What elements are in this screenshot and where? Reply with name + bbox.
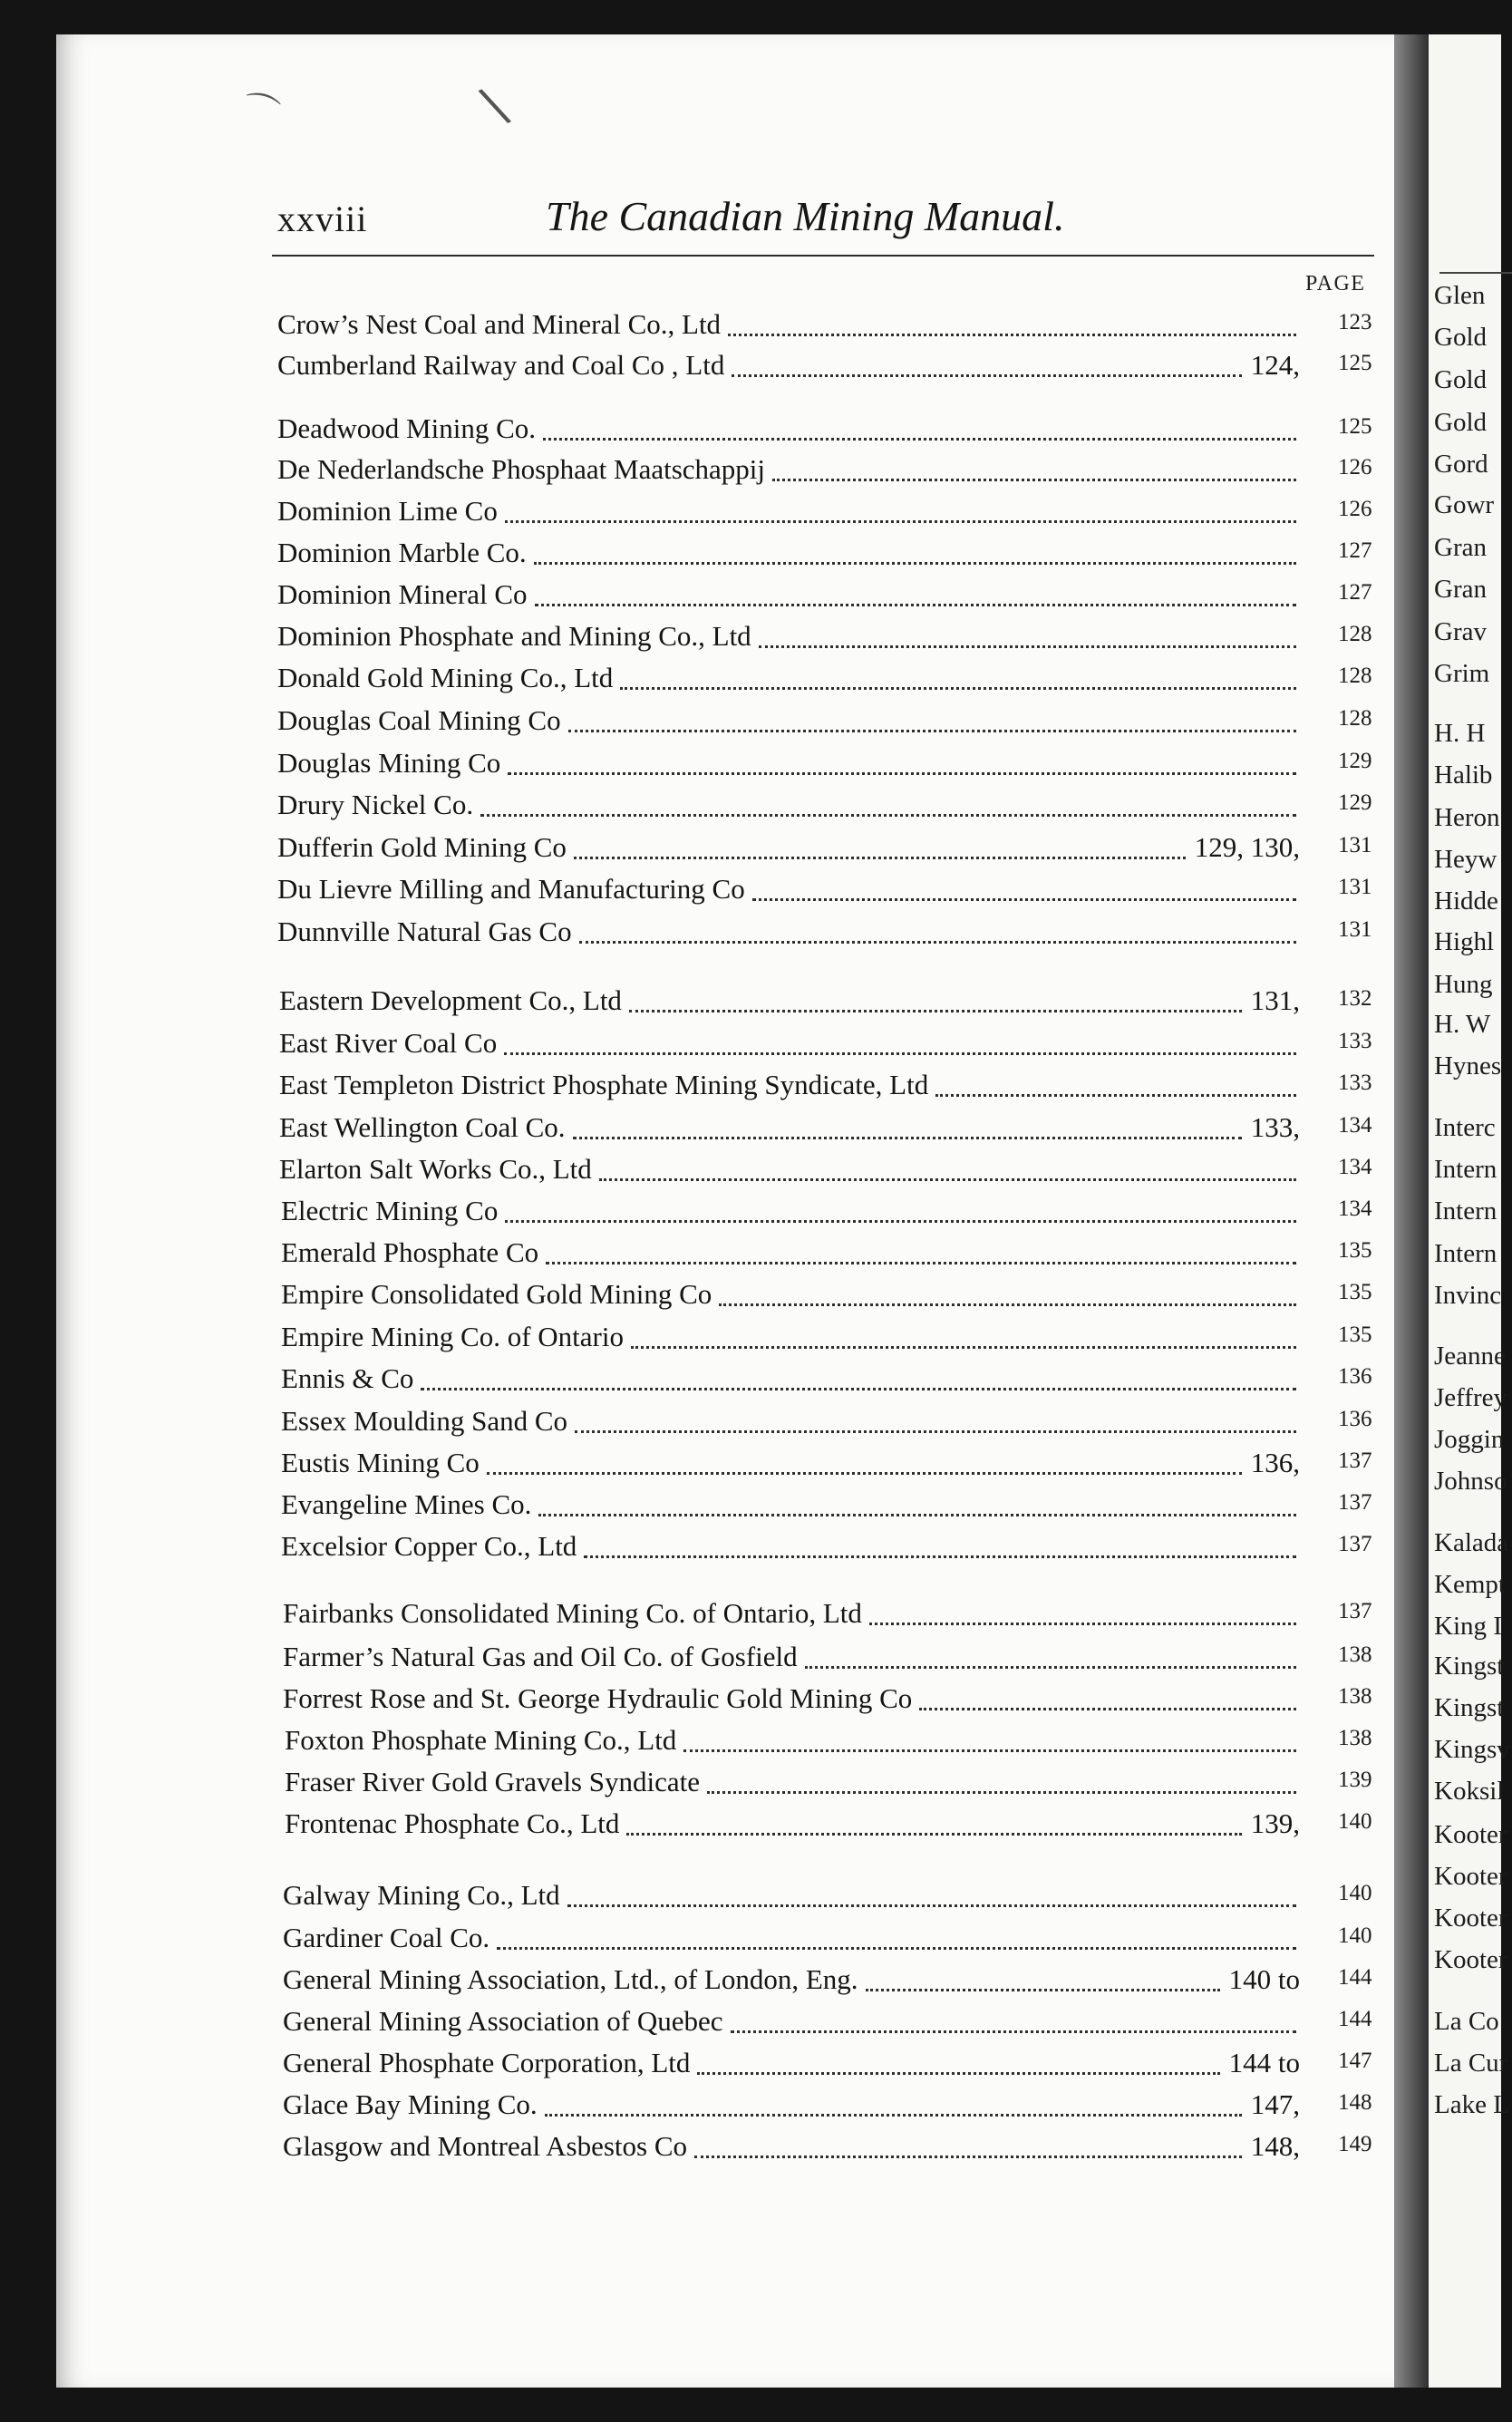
index-entry [0, 1724, 1376, 1764]
index-entry [0, 831, 1376, 871]
entry-page: 128 [1338, 622, 1372, 646]
dot-leader [719, 1285, 1296, 1306]
entry-page: 134 [1338, 1196, 1372, 1221]
dot-leader [504, 1034, 1296, 1055]
dot-leader [731, 2012, 1296, 2033]
entry-name: Elarton Salt Works Co., Ltd [279, 1153, 592, 1185]
facing-page-entry: Grav [1434, 617, 1487, 646]
index-entry [0, 1879, 1376, 1919]
index-entry [0, 984, 1376, 1024]
index-entry [0, 620, 1376, 660]
facing-page-entry: Kooter [1434, 1945, 1507, 1974]
entry-name: East Templeton District Phosphate Mining Syndicate, Ltd [279, 1069, 929, 1100]
index-entry [0, 1153, 1376, 1193]
entry-page: 138 [1338, 1726, 1372, 1750]
dot-leader [480, 796, 1296, 817]
dot-leader [629, 992, 1242, 1012]
entry-name: Dufferin Gold Mining Co [277, 831, 567, 863]
entry-name: Fraser River Gold Gravels Syndicate [285, 1766, 700, 1797]
entry-page: 139 [1338, 1768, 1372, 1792]
facing-page-entry: King I [1434, 1612, 1502, 1641]
dot-leader [707, 1773, 1296, 1794]
entry-page: 135 [1338, 1280, 1372, 1304]
facing-page-entry: Kempt [1434, 1570, 1506, 1599]
facing-page-entry: H. H [1434, 719, 1486, 748]
entry-name: Galway Mining Co., Ltd [283, 1879, 560, 1911]
facing-page-entry: Kooter [1434, 1820, 1507, 1849]
dot-leader [508, 754, 1296, 775]
entry-references: 139, [1250, 1807, 1300, 1839]
entry-page: 132 [1338, 986, 1372, 1011]
entry-page: 136 [1338, 1364, 1372, 1389]
dot-leader [759, 627, 1296, 648]
facing-page-entry: La Co [1434, 2007, 1499, 2036]
entry-page: 140 [1338, 1881, 1372, 1905]
entry-name: Emerald Phosphate Co [281, 1236, 539, 1268]
entry-page: 138 [1338, 1642, 1372, 1667]
entry-name: Douglas Mining Co [277, 747, 501, 779]
entry-name: Electric Mining Co [281, 1195, 499, 1226]
dot-leader [573, 1119, 1242, 1139]
index-entry [0, 1069, 1376, 1109]
index-entry [0, 537, 1376, 576]
index-entry [0, 662, 1376, 702]
entry-name: Du Lievre Milling and Manufacturing Co [277, 873, 745, 905]
index-entry [0, 1488, 1376, 1528]
facing-page-entry: Highl [1434, 927, 1495, 956]
running-title: The Canadian Mining Manual. [546, 193, 1065, 239]
entry-references: 144 to [1228, 2047, 1300, 2078]
dot-leader [575, 1412, 1296, 1433]
entry-references: 124, [1250, 349, 1300, 381]
dot-leader [567, 1886, 1296, 1907]
entry-page: 126 [1338, 455, 1372, 480]
entry-references: 136, [1250, 1447, 1300, 1478]
dot-leader [631, 1328, 1296, 1349]
facing-page-entry: Hynes [1434, 1051, 1502, 1080]
dot-leader [505, 502, 1296, 523]
entry-references: 131, [1250, 984, 1300, 1016]
entry-page: 133 [1338, 1071, 1372, 1095]
entry-name: Dominion Mineral Co [277, 578, 528, 610]
facing-page-entry: Gold [1434, 323, 1487, 352]
dot-leader [543, 420, 1296, 441]
entry-name: Empire Mining Co. of Ontario [281, 1321, 624, 1352]
index-entry [0, 1682, 1376, 1722]
entry-page: 135 [1338, 1238, 1372, 1263]
entry-name: Ennis & Co [281, 1362, 414, 1394]
entry-page: 131 [1338, 833, 1372, 857]
entry-page: 131 [1338, 875, 1372, 899]
dot-leader [728, 315, 1296, 336]
entry-page: 128 [1338, 664, 1372, 688]
entry-name: East River Coal Co [279, 1027, 498, 1059]
entry-page: 133 [1338, 1029, 1372, 1053]
entry-references: 147, [1250, 2088, 1300, 2120]
entry-name: General Phosphate Corporation, Ltd [283, 2047, 691, 2078]
index-entry [0, 1111, 1376, 1151]
index-entry [0, 1447, 1376, 1487]
facing-page-entry: Halib [1434, 761, 1493, 790]
index-entry [0, 349, 1376, 389]
entry-name: Dunnville Natural Gas Co [277, 916, 572, 947]
entry-references: 133, [1250, 1111, 1300, 1143]
entry-page: 134 [1338, 1113, 1372, 1138]
facing-page-entry: Intern [1434, 1196, 1497, 1226]
entry-page: 135 [1338, 1322, 1372, 1347]
entry-name: Essex Moulding Sand Co [281, 1405, 568, 1437]
entry-references: 148, [1250, 2130, 1300, 2162]
dot-leader [568, 712, 1296, 732]
entry-page: 134 [1338, 1155, 1372, 1179]
dot-leader [545, 2096, 1242, 2117]
entry-page: 136 [1338, 1407, 1372, 1431]
index-entry [0, 308, 1376, 348]
entry-page: 149 [1338, 2132, 1372, 2156]
dot-leader [538, 1496, 1296, 1516]
entry-name: Eastern Development Co., Ltd [279, 984, 622, 1016]
index-entry [0, 1641, 1376, 1681]
entry-name: General Mining Association, Ltd., of London, Eng. [283, 1963, 858, 1995]
entry-name: General Mining Association of Quebec [283, 2005, 723, 2037]
dot-leader [732, 356, 1242, 377]
index-entry [0, 1597, 1376, 1637]
dot-leader [869, 1604, 1296, 1625]
entry-page: 144 [1338, 1965, 1372, 1990]
header-rule [272, 255, 1374, 257]
dot-leader [574, 838, 1186, 859]
index-entry [0, 1530, 1376, 1570]
index-entry [0, 2005, 1376, 2045]
dot-leader [805, 1648, 1296, 1669]
dot-leader [935, 1076, 1296, 1097]
facing-page-entry: Kingsv [1434, 1735, 1510, 1764]
pencil-mark: \ [474, 75, 515, 136]
dot-leader [487, 1454, 1242, 1475]
entry-page: 123 [1338, 310, 1372, 334]
facing-page-entry: Gran [1434, 533, 1487, 562]
entry-name: Frontenac Phosphate Co., Ltd [285, 1807, 620, 1839]
entry-name: Excelsior Copper Co., Ltd [281, 1530, 577, 1562]
facing-page-entry: Kooter [1434, 1904, 1507, 1933]
dot-leader [866, 1971, 1220, 1991]
index-entry [0, 578, 1376, 618]
entry-name: Crow’s Nest Coal and Mineral Co., Ltd [277, 308, 722, 340]
entry-name: Cumberland Railway and Coal Co , Ltd [277, 349, 725, 381]
dot-leader [697, 2054, 1220, 2075]
index-entry [0, 2130, 1376, 2170]
entry-page: 131 [1338, 917, 1372, 942]
entry-name: Dominion Marble Co. [277, 537, 527, 568]
facing-page-entry: Gold [1434, 365, 1487, 394]
facing-page-entry: Intern [1434, 1239, 1497, 1268]
index-entry [0, 1922, 1376, 1962]
facing-page-entry: Kingst [1434, 1693, 1505, 1722]
entry-references: 129, 130, [1194, 831, 1300, 863]
entry-page: 127 [1338, 538, 1372, 563]
entry-page: 127 [1338, 580, 1372, 605]
entry-name: Deadwood Mining Co. [277, 412, 537, 444]
index-entry [0, 1321, 1376, 1361]
facing-page-entry: Glen [1434, 281, 1486, 310]
entry-page: 129 [1338, 749, 1372, 773]
entry-page: 138 [1338, 1684, 1372, 1709]
entry-page: 140 [1338, 1923, 1372, 1948]
index-entry [0, 2088, 1376, 2128]
index-entry [0, 453, 1376, 493]
facing-page-entry: Lake L [1434, 2090, 1509, 2119]
entry-name: Douglas Coal Mining Co [277, 704, 561, 736]
facing-page-entry: Koksil [1434, 1777, 1505, 1806]
index-entry [0, 1963, 1376, 2003]
dot-leader [599, 1160, 1296, 1181]
index-entry [0, 789, 1376, 828]
index-entry [0, 1807, 1376, 1847]
dot-leader [579, 923, 1296, 944]
facing-page-entry: Hung [1434, 970, 1493, 999]
entry-name: Gardiner Coal Co. [283, 1922, 490, 1953]
entry-page: 137 [1338, 1532, 1372, 1556]
entry-name: Glace Bay Mining Co. [283, 2088, 538, 2120]
index-entry [0, 495, 1376, 535]
page-column-label: PAGE [1305, 272, 1366, 295]
facing-page-entry: Gowr [1434, 490, 1495, 519]
dot-leader [534, 544, 1296, 565]
facing-page-entry: Jeanne [1434, 1342, 1506, 1371]
index-entry [0, 1405, 1376, 1445]
entry-name: Donald Gold Mining Co., Ltd [277, 662, 614, 693]
dot-leader [626, 1815, 1242, 1836]
entry-page: 137 [1338, 1599, 1372, 1623]
entry-name: De Nederlandsche Phosphaat Maatschappij [277, 453, 766, 485]
dot-leader [497, 1929, 1296, 1950]
entry-name: Empire Consolidated Gold Mining Co [281, 1278, 712, 1310]
facing-page-entry: Grim [1434, 659, 1490, 688]
entry-name: Dominion Lime Co [277, 495, 498, 527]
facing-page-entry: Joggin [1434, 1425, 1505, 1454]
entry-name: Eustis Mining Co [281, 1447, 480, 1478]
facing-page-entry: Kingst [1434, 1652, 1505, 1681]
dot-leader [421, 1370, 1296, 1390]
page-number: xxviii [277, 199, 368, 239]
index-entry [0, 1278, 1376, 1318]
facing-page-entry: Invinc [1434, 1281, 1502, 1310]
book-gutter [1394, 34, 1429, 2388]
dot-leader [752, 880, 1296, 901]
pencil-mark: ⌒ [237, 87, 284, 138]
dot-leader [772, 460, 1296, 481]
entry-name: Evangeline Mines Co. [281, 1488, 532, 1520]
facing-page-entry: Heyw [1434, 845, 1497, 874]
entry-page: 125 [1338, 351, 1372, 375]
index-entry [0, 704, 1376, 744]
facing-page-entry: Kalada [1434, 1528, 1509, 1557]
index-entry [0, 873, 1376, 913]
facing-page [1429, 34, 1510, 2388]
entry-page: 147 [1338, 2049, 1372, 2073]
entry-name: Fairbanks Consolidated Mining Co. of Ontario, Ltd [283, 1597, 862, 1629]
dot-leader [683, 1731, 1296, 1752]
facing-page-entry: Interc [1434, 1113, 1496, 1142]
index-entry [0, 1362, 1376, 1402]
entry-page: 126 [1338, 497, 1372, 521]
facing-page-entry: Gord [1434, 450, 1488, 479]
entry-name: Glasgow and Montreal Asbestos Co [283, 2130, 688, 2162]
entry-name: Farmer’s Natural Gas and Oil Co. of Gosfield [283, 1641, 798, 1672]
index-entry [0, 412, 1376, 452]
index-entry [0, 916, 1376, 955]
entry-page: 137 [1338, 1448, 1372, 1473]
facing-page-rule [1439, 272, 1512, 274]
facing-page-entry: Gran [1434, 575, 1487, 604]
entry-page: 137 [1338, 1490, 1372, 1515]
dot-leader [584, 1537, 1296, 1558]
dot-leader [505, 1202, 1296, 1223]
dot-leader [620, 669, 1296, 690]
facing-page-entry: La Cur [1434, 2049, 1508, 2078]
entry-page: 140 [1338, 1809, 1372, 1834]
dot-leader [546, 1244, 1296, 1264]
facing-page-entry: Hidde [1434, 886, 1498, 916]
entry-page: 148 [1338, 2090, 1372, 2115]
entry-name: Dominion Phosphate and Mining Co., Ltd [277, 620, 751, 652]
facing-page-entry: Johnso [1434, 1467, 1507, 1496]
index-entry [0, 2047, 1376, 2087]
index-entry [0, 1236, 1376, 1276]
entry-page: 129 [1338, 790, 1372, 815]
dot-leader [919, 1690, 1296, 1710]
dot-leader [694, 2137, 1242, 2158]
index-entry [0, 1766, 1376, 1806]
facing-page-entry: Jeffrey [1434, 1383, 1507, 1412]
entry-page: 144 [1338, 2007, 1372, 2031]
entry-name: Foxton Phosphate Mining Co., Ltd [285, 1724, 677, 1756]
entry-page: 128 [1338, 706, 1372, 731]
dot-leader [535, 586, 1296, 606]
entry-name: Drury Nickel Co. [277, 789, 474, 820]
index-entry [0, 1027, 1376, 1067]
facing-page-entry: Kooter [1434, 1862, 1507, 1891]
facing-page-entry: Heron [1434, 803, 1500, 832]
facing-page-entry: H. W [1434, 1010, 1491, 1039]
index-entry [0, 1195, 1376, 1235]
facing-page-entry: Gold [1434, 408, 1487, 437]
index-entry [0, 747, 1376, 787]
facing-page-entry: Intern [1434, 1155, 1497, 1184]
entry-name: Forrest Rose and St. George Hydraulic Gold Mining Co [283, 1682, 913, 1714]
entry-references: 140 to [1228, 1963, 1300, 1995]
entry-name: East Wellington Coal Co. [279, 1111, 566, 1143]
entry-page: 125 [1338, 414, 1372, 439]
